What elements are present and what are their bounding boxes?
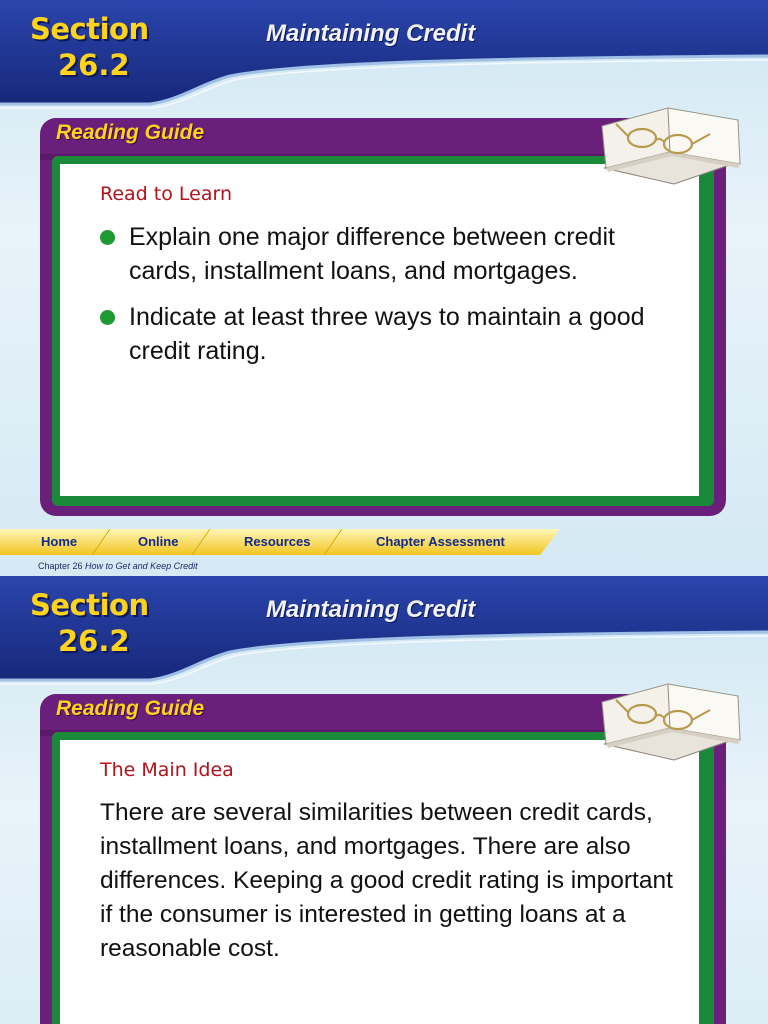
section-label: Section — [30, 588, 149, 622]
section-number: 26.2 — [58, 624, 130, 658]
objective-text: Explain one major difference between credit cards, installment loans, and mortgages. — [129, 223, 615, 285]
nav-chapter-assessment-link[interactable]: Chapter Assessment — [376, 534, 505, 549]
navigation-bar — [0, 527, 768, 557]
nav-resources-link[interactable]: Resources — [244, 534, 311, 549]
bullet-dot-icon — [100, 310, 115, 325]
reading-guide-label: Reading Guide — [56, 121, 205, 144]
list-item — [100, 220, 680, 288]
slide-header — [0, 0, 768, 112]
reading-guide-label: Reading Guide — [56, 697, 205, 720]
list-item — [100, 300, 680, 368]
book-with-glasses-icon — [598, 680, 744, 766]
chapter-number: Chapter 26 — [38, 561, 83, 571]
slide-main-idea — [0, 576, 768, 1024]
nav-home-link[interactable]: Home — [41, 534, 78, 549]
book-with-glasses-icon — [598, 104, 744, 190]
section-label: Section — [30, 12, 149, 46]
main-idea-text: There are several similarities between credit cards, installment loans, and mortgages. There are also differences. Keeping a good credit rating is important if the consumer is interested in getting loans at a reasonable cost. — [100, 799, 673, 962]
objective-text: Indicate at least three ways to maintain a good credit rating. — [129, 303, 645, 365]
chapter-title: How to Get and Keep Credit — [85, 561, 198, 571]
slide-title: Maintaining Credit — [266, 20, 476, 47]
objectives-list — [100, 220, 680, 380]
slide-title: Maintaining Credit — [266, 596, 476, 623]
slide-header — [0, 576, 768, 688]
bullet-dot-icon — [100, 230, 115, 245]
chapter-footer — [38, 561, 198, 571]
section-number: 26.2 — [58, 48, 130, 82]
read-to-learn-heading: Read to Learn — [100, 183, 232, 205]
nav-online-link[interactable]: Online — [138, 534, 179, 549]
main-idea-heading: The Main Idea — [100, 759, 234, 781]
